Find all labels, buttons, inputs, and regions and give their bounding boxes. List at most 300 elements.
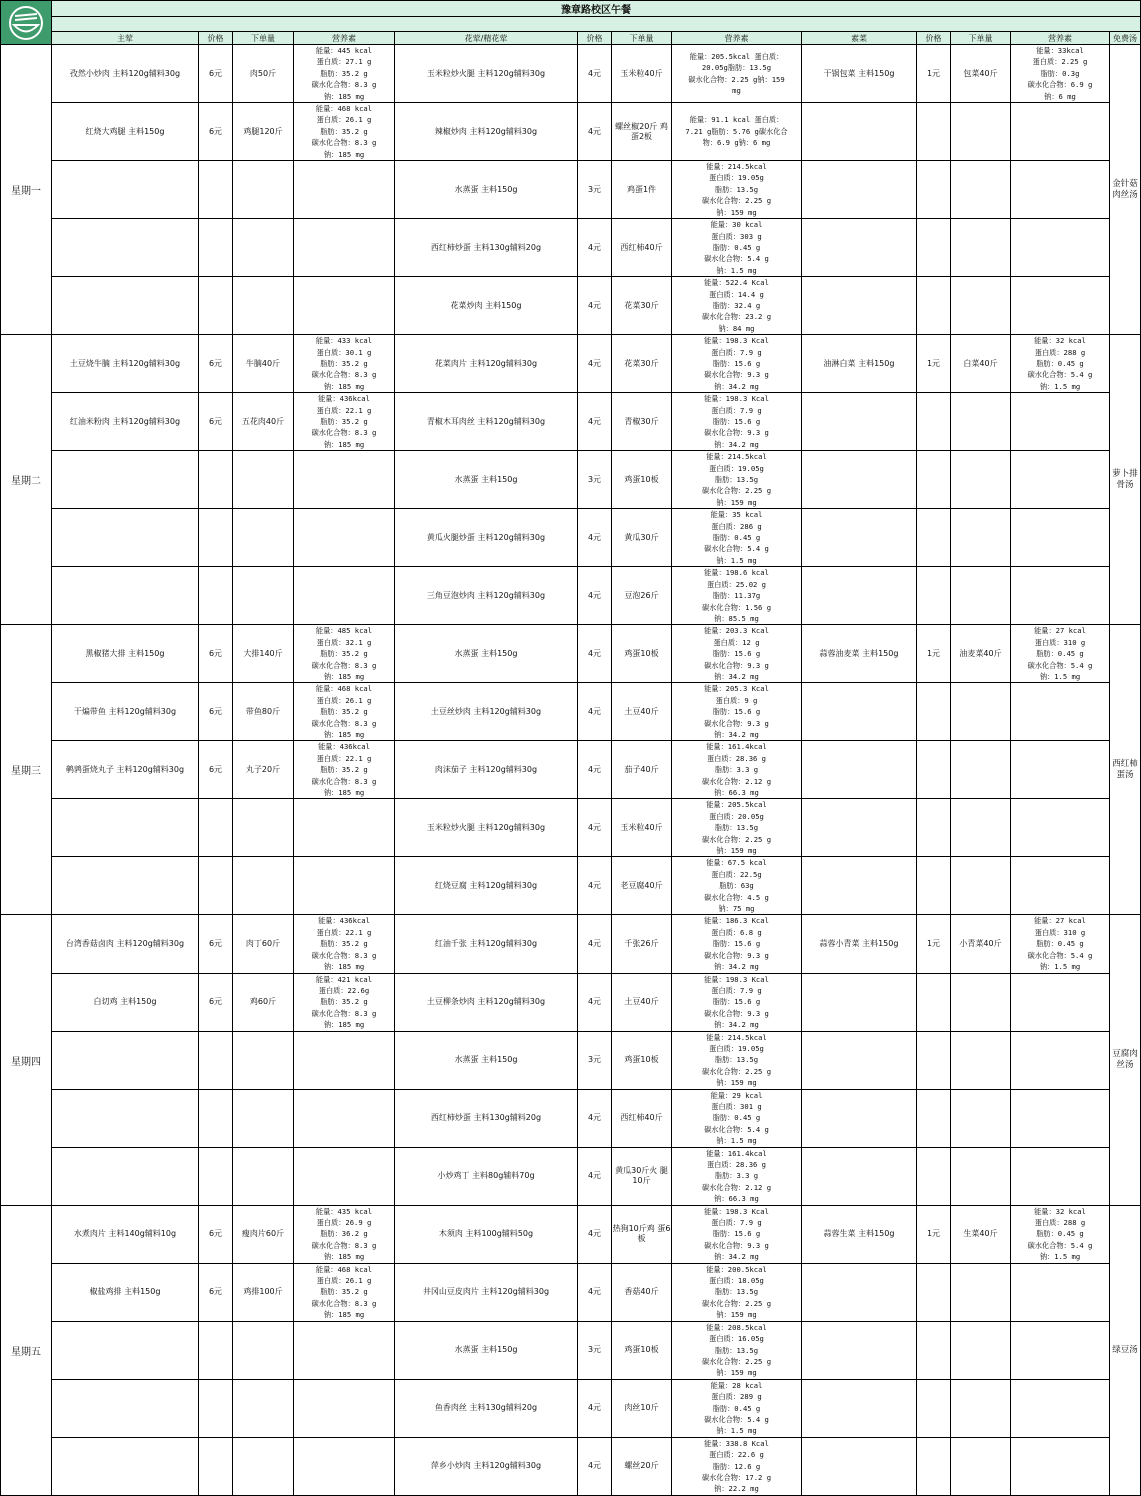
dish-name (52, 219, 199, 277)
order-quantity: 土豆40斤 (612, 683, 672, 741)
price: 4元 (578, 509, 612, 567)
price (199, 1031, 233, 1089)
nutrition-info: 能量：29 kcal 蛋白质：301 g 脂肪：0.45 g 碳水化合物：5.4 g 钠：1.5 mg (672, 1089, 802, 1147)
order-quantity (951, 1263, 1011, 1321)
nutrition-info: 能量：445 kcal 蛋白质：27.1 g 脂肪：35.2 g 碳水化合物：8.3 g 钠：185 mg (294, 45, 395, 103)
dish-name (52, 799, 199, 857)
dish-name: 玉米粒炒火腿 主料120g辅料30g (395, 799, 578, 857)
dish-name: 水蒸蛋 主料150g (395, 625, 578, 683)
nutrition-info: 能量：214.5kcal 蛋白质：19.05g 脂肪：13.5g 碳水化合物：2.25 g 钠：159 mg (672, 451, 802, 509)
dish-name (802, 1263, 917, 1321)
nutrition-info (1011, 683, 1110, 741)
nutrition-info: 能量：208.5kcal 蛋白质：16.05g 脂肪：13.5g 碳水化合物：2.25 g 钠：159 mg (672, 1321, 802, 1379)
free-soup: 金针菇肉丝汤 (1110, 45, 1141, 335)
price: 4元 (578, 1437, 612, 1495)
order-quantity: 大排140斤 (233, 625, 294, 683)
nutrition-info (1011, 1379, 1110, 1437)
price (199, 799, 233, 857)
order-quantity: 白菜40斤 (951, 335, 1011, 393)
dish-name (802, 451, 917, 509)
order-quantity: 鸡60斤 (233, 973, 294, 1031)
dish-name: 小炒鸡丁 主料80g辅料70g (395, 1147, 578, 1205)
price: 1元 (917, 1205, 951, 1263)
order-quantity: 黄瓜30斤 (612, 509, 672, 567)
dish-name (802, 219, 917, 277)
nutrition-info (294, 161, 395, 219)
nutrition-info (1011, 1031, 1110, 1089)
price (199, 1437, 233, 1495)
order-quantity: 生菜40斤 (951, 1205, 1011, 1263)
column-header: 下单量 (233, 32, 294, 45)
free-soup: 西红柿蛋汤 (1110, 625, 1141, 915)
price: 4元 (578, 741, 612, 799)
nutrition-info: 能量：468 kcal 蛋白质：26.1 g 脂肪：35.2 g 碳水化合物：8.3 g 钠：185 mg (294, 103, 395, 161)
price: 3元 (578, 1321, 612, 1379)
price: 4元 (578, 219, 612, 277)
order-quantity (951, 567, 1011, 625)
day-label: 星期五 (1, 1205, 52, 1495)
order-quantity: 油麦菜40斤 (951, 625, 1011, 683)
dish-name (52, 509, 199, 567)
price (199, 277, 233, 335)
day-label: 星期二 (1, 335, 52, 625)
order-quantity (233, 219, 294, 277)
order-quantity (951, 1089, 1011, 1147)
dish-name: 鹌鹑蛋烧丸子 主料120g辅料30g (52, 741, 199, 799)
column-header: 花荤/精花荤 (395, 32, 578, 45)
order-quantity: 肉丝10斤 (612, 1379, 672, 1437)
price (199, 1089, 233, 1147)
price (917, 1321, 951, 1379)
nutrition-info: 能量：214.5kcal 蛋白质：19.05g 脂肪：13.5g 碳水化合物：2.25 g 钠：159 mg (672, 161, 802, 219)
order-quantity: 丸子20斤 (233, 741, 294, 799)
dish-name: 肉沫茄子 主料120g辅料30g (395, 741, 578, 799)
dish-name: 蒜蓉小青菜 主料150g (802, 915, 917, 973)
nutrition-info (1011, 799, 1110, 857)
price (917, 1147, 951, 1205)
price (917, 567, 951, 625)
nutrition-info (294, 1437, 395, 1495)
nutrition-info: 能量：468 kcal 蛋白质：26.1 g 脂肪：35.2 g 碳水化合物：8.3 g 钠：185 mg (294, 1263, 395, 1321)
dish-name: 鱼香肉丝 主料130g辅料20g (395, 1379, 578, 1437)
order-quantity: 黄瓜30斤火 腿10斤 (612, 1147, 672, 1205)
dish-name (52, 451, 199, 509)
nutrition-info: 能量：33kcal 蛋白质：2.25 g 脂肪：0.3g 碳水化合物：6.9 g 钠：6 mg (1011, 45, 1110, 103)
nutrition-info: 能量：436kcal 蛋白质：22.1 g 脂肪：35.2 g 碳水化合物：8.3 g 钠：185 mg (294, 915, 395, 973)
table-row (1, 1205, 1141, 1263)
nutrition-info (1011, 1437, 1110, 1495)
order-quantity: 小青菜40斤 (951, 915, 1011, 973)
order-quantity (233, 799, 294, 857)
column-header: 营养素 (294, 32, 395, 45)
dish-name (52, 1147, 199, 1205)
order-quantity: 土豆40斤 (612, 973, 672, 1031)
order-quantity: 鸡蛋10板 (612, 451, 672, 509)
dish-name (52, 1089, 199, 1147)
order-quantity (233, 1031, 294, 1089)
price (917, 219, 951, 277)
order-quantity (233, 1089, 294, 1147)
table-row (1, 567, 1141, 625)
nutrition-info: 能量：468 kcal 蛋白质：26.1 g 脂肪：35.2 g 碳水化合物：8.3 g 钠：185 mg (294, 683, 395, 741)
nutrition-info (294, 799, 395, 857)
order-quantity (233, 857, 294, 915)
nutrition-info: 能量：436kcal 蛋白质：22.1 g 脂肪：35.2 g 碳水化合物：8.3 g 钠：185 mg (294, 393, 395, 451)
nutrition-info (294, 509, 395, 567)
dish-name: 红油米粉肉 主料120g辅料30g (52, 393, 199, 451)
order-quantity: 牛腩40斤 (233, 335, 294, 393)
table-row (1, 45, 1141, 103)
order-quantity: 瘦肉片60斤 (233, 1205, 294, 1263)
table-row (1, 335, 1141, 393)
table-row (1, 1321, 1141, 1379)
order-quantity (951, 161, 1011, 219)
price (199, 1321, 233, 1379)
table-row (1, 1379, 1141, 1437)
dish-name (52, 857, 199, 915)
price: 6元 (199, 335, 233, 393)
price: 6元 (199, 741, 233, 799)
nutrition-info: 能量：161.4kcal 蛋白质：28.36 g 脂肪：3.3 g 碳水化合物：2.12 g 钠：66.3 mg (672, 1147, 802, 1205)
price: 3元 (578, 1031, 612, 1089)
order-quantity: 包菜40斤 (951, 45, 1011, 103)
order-quantity (233, 277, 294, 335)
price (199, 161, 233, 219)
price (917, 799, 951, 857)
nutrition-info: 能量：205.5kcal 蛋白质： 20.05g脂肪：13.5g 碳水化合物：2.25 g钠：159 mg (672, 45, 802, 103)
nutrition-info: 能量：421 kcal 蛋白质：22.6g 脂肪：35.2 g 碳水化合物：8.3 g 钠：185 mg (294, 973, 395, 1031)
order-quantity (951, 1031, 1011, 1089)
price (917, 741, 951, 799)
order-quantity (951, 1321, 1011, 1379)
order-quantity (233, 1321, 294, 1379)
nutrition-info: 能量：338.8 Kcal 蛋白质：22.6 g 脂肪：12.6 g 碳水化合物：17.2 g 钠：22.2 mg (672, 1437, 802, 1495)
table-row (1, 277, 1141, 335)
price (199, 219, 233, 277)
order-quantity (951, 741, 1011, 799)
column-header: 下单量 (612, 32, 672, 45)
free-soup: 豆腐肉丝汤 (1110, 915, 1141, 1205)
dish-name: 萍乡小炒肉 主料120g辅料30g (395, 1437, 578, 1495)
price: 6元 (199, 1205, 233, 1263)
order-quantity (951, 103, 1011, 161)
order-quantity (233, 509, 294, 567)
nutrition-info (1011, 1147, 1110, 1205)
column-header: 下单量 (951, 32, 1011, 45)
nutrition-info (1011, 741, 1110, 799)
price: 4元 (578, 567, 612, 625)
dish-name: 三角豆泡炒肉 主料120g辅料30g (395, 567, 578, 625)
dish-name (802, 509, 917, 567)
dish-name (802, 799, 917, 857)
dish-name (802, 277, 917, 335)
column-header: 价格 (199, 32, 233, 45)
price: 6元 (199, 973, 233, 1031)
dish-name: 青椒木耳肉丝 主料120g辅料30g (395, 393, 578, 451)
price (917, 1263, 951, 1321)
nutrition-info: 能量：205.3 Kcal 蛋白质：9 g 脂肪：15.6 g 碳水化合物：9.3 g 钠：34.2 mg (672, 683, 802, 741)
order-quantity: 老豆腐40斤 (612, 857, 672, 915)
price: 1元 (917, 915, 951, 973)
nutrition-info (1011, 393, 1110, 451)
dish-name: 水煮肉片 主料140g辅料10g (52, 1205, 199, 1263)
price: 4元 (578, 45, 612, 103)
price (917, 103, 951, 161)
order-quantity (951, 799, 1011, 857)
nutrition-info: 能量：198.3 Kcal 蛋白质：7.9 g 脂肪：15.6 g 碳水化合物：9.3 g 钠：34.2 mg (672, 335, 802, 393)
nutrition-info: 能量：91.1 kcal 蛋白质： 7.21 g脂肪：5.76 g碳水化合 物：6.9 g钠：6 mg (672, 103, 802, 161)
order-quantity: 螺丝椒20斤 鸡蛋2板 (612, 103, 672, 161)
dish-name (802, 741, 917, 799)
table-row (1, 451, 1141, 509)
price: 4元 (578, 857, 612, 915)
table-row (1, 103, 1141, 161)
order-quantity (233, 567, 294, 625)
nutrition-info (1011, 451, 1110, 509)
dish-name (802, 393, 917, 451)
order-quantity (951, 1379, 1011, 1437)
table-row (1, 799, 1141, 857)
nutrition-info: 能量：435 kcal 蛋白质：26.9 g 脂肪：36.2 g 碳水化合物：8.3 g 钠：185 mg (294, 1205, 395, 1263)
dish-name (802, 683, 917, 741)
dish-name: 木须肉 主料100g辅料50g (395, 1205, 578, 1263)
order-quantity: 玉米粒40斤 (612, 799, 672, 857)
dish-name (802, 1379, 917, 1437)
order-quantity: 西红柿40斤 (612, 1089, 672, 1147)
dish-name (802, 103, 917, 161)
dish-name (802, 1321, 917, 1379)
table-row (1, 625, 1141, 683)
price (917, 683, 951, 741)
order-quantity (951, 277, 1011, 335)
nutrition-info: 能量：205.5kcal 蛋白质：20.05g 脂肪：13.5g 碳水化合物：2.25 g 钠：159 mg (672, 799, 802, 857)
dish-name: 干锅包菜 主料150g (802, 45, 917, 103)
order-quantity: 青椒30斤 (612, 393, 672, 451)
price (917, 1089, 951, 1147)
nutrition-info: 能量：433 kcal 蛋白质：30.1 g 脂肪：35.2 g 碳水化合物：8.3 g 钠：185 mg (294, 335, 395, 393)
order-quantity: 鸡蛋10板 (612, 1031, 672, 1089)
order-quantity (233, 1147, 294, 1205)
price (199, 451, 233, 509)
dish-name: 西红柿炒蛋 主料130g辅料20g (395, 219, 578, 277)
order-quantity: 肉丁60斤 (233, 915, 294, 973)
nutrition-info: 能量：32 kcal 蛋白质：288 g 脂肪：0.45 g 碳水化合物：5.4 g 钠：1.5 mg (1011, 335, 1110, 393)
nutrition-info (294, 219, 395, 277)
dish-name: 井冈山豆皮肉片 主料120g辅料30g (395, 1263, 578, 1321)
dish-name (52, 1379, 199, 1437)
order-quantity: 花菜30斤 (612, 277, 672, 335)
price: 6元 (199, 683, 233, 741)
dish-name: 红烧大鸡腿 主料150g (52, 103, 199, 161)
price (917, 277, 951, 335)
nutrition-info (294, 1031, 395, 1089)
order-quantity: 五花肉40斤 (233, 393, 294, 451)
dish-name: 土豆丝炒肉 主料120g辅料30g (395, 683, 578, 741)
nutrition-info: 能量：186.3 Kcal 蛋白质：6.8 g 脂肪：15.6 g 碳水化合物：9.3 g 钠：34.2 mg (672, 915, 802, 973)
dish-name (52, 567, 199, 625)
table-row (1, 1147, 1141, 1205)
price: 4元 (578, 973, 612, 1031)
nutrition-info (1011, 973, 1110, 1031)
table-row (1, 1437, 1141, 1495)
price: 4元 (578, 335, 612, 393)
nutrition-info (1011, 567, 1110, 625)
order-quantity: 茄子40斤 (612, 741, 672, 799)
table-row (1, 973, 1141, 1031)
column-header: 素菜 (802, 32, 917, 45)
nutrition-info (1011, 219, 1110, 277)
nutrition-info: 能量：198.3 Kcal 蛋白质：7.9 g 脂肪：15.6 g 碳水化合物：9.3 g 钠：34.2 mg (672, 973, 802, 1031)
dish-name (802, 1437, 917, 1495)
table-row (1, 741, 1141, 799)
nutrition-info: 能量：32 kcal 蛋白质：288 g 脂肪：0.45 g 碳水化合物：5.4 g 钠：1.5 mg (1011, 1205, 1110, 1263)
column-header-row (1, 32, 1141, 45)
price: 4元 (578, 683, 612, 741)
nutrition-info: 能量：35 kcal 蛋白质：286 g 脂肪：0.45 g 碳水化合物：5.4 g 钠：1.5 mg (672, 509, 802, 567)
table-row (1, 1031, 1141, 1089)
price: 6元 (199, 1263, 233, 1321)
nutrition-info (1011, 277, 1110, 335)
nutrition-info: 能量：200.5kcal 蛋白质：18.05g 脂肪：13.5g 碳水化合物：2.25 g 钠：159 mg (672, 1263, 802, 1321)
nutrition-info (294, 1379, 395, 1437)
price: 4元 (578, 1089, 612, 1147)
order-quantity: 玉米粒40斤 (612, 45, 672, 103)
dish-name: 蒜蓉生菜 主料150g (802, 1205, 917, 1263)
order-quantity: 肉50斤 (233, 45, 294, 103)
dish-name: 红烧豆腐 主料120g辅料30g (395, 857, 578, 915)
price: 1元 (917, 335, 951, 393)
table-row (1, 857, 1141, 915)
dish-name: 水蒸蛋 主料150g (395, 1321, 578, 1379)
order-quantity (951, 509, 1011, 567)
price (199, 1147, 233, 1205)
table-row (1, 161, 1141, 219)
price: 4元 (578, 625, 612, 683)
table-row (1, 219, 1141, 277)
price: 6元 (199, 45, 233, 103)
order-quantity (233, 1379, 294, 1437)
price: 4元 (578, 915, 612, 973)
order-quantity (951, 1437, 1011, 1495)
nutrition-info (294, 567, 395, 625)
dish-name: 台湾香菇卤肉 主料120g辅料30g (52, 915, 199, 973)
nutrition-info (1011, 1263, 1110, 1321)
nutrition-info: 能量：30 kcal 蛋白质：303 g 脂肪：0.45 g 碳水化合物：5.4 g 钠：1.5 mg (672, 219, 802, 277)
dish-name (52, 161, 199, 219)
order-quantity (951, 219, 1011, 277)
dish-name: 白切鸡 主料150g (52, 973, 199, 1031)
nutrition-info (294, 451, 395, 509)
table-row (1, 1263, 1141, 1321)
order-quantity: 香菇40斤 (612, 1263, 672, 1321)
dish-name (802, 1089, 917, 1147)
order-quantity (951, 393, 1011, 451)
order-quantity: 鸡蛋10板 (612, 1321, 672, 1379)
nutrition-info: 能量：198.3 Kcal 蛋白质：7.9 g 脂肪：15.6 g 碳水化合物：9.3 g 钠：34.2 mg (672, 1205, 802, 1263)
dish-name (52, 1321, 199, 1379)
dish-name: 西红柿炒蛋 主料130g辅料20g (395, 1089, 578, 1147)
nutrition-info (1011, 509, 1110, 567)
price (917, 857, 951, 915)
order-quantity: 鸡腿120斤 (233, 103, 294, 161)
price: 4元 (578, 1205, 612, 1263)
price: 4元 (578, 393, 612, 451)
price: 6元 (199, 393, 233, 451)
dish-name (802, 973, 917, 1031)
dish-name: 土豆烧牛腩 主料120g辅料30g (52, 335, 199, 393)
nutrition-info: 能量：436kcal 蛋白质：22.1 g 脂肪：35.2 g 碳水化合物：8.3 g 钠：185 mg (294, 741, 395, 799)
order-quantity (951, 973, 1011, 1031)
dish-name (802, 1031, 917, 1089)
nutrition-info (294, 1321, 395, 1379)
dish-name: 土豆柳条炒肉 主料120g辅料30g (395, 973, 578, 1031)
dish-name (802, 1147, 917, 1205)
order-quantity: 螺丝20斤 (612, 1437, 672, 1495)
nutrition-info (294, 857, 395, 915)
order-quantity: 花菜30斤 (612, 335, 672, 393)
order-quantity (951, 1147, 1011, 1205)
price (917, 1031, 951, 1089)
order-quantity: 豆泡26斤 (612, 567, 672, 625)
dish-name: 玉米粒炒火腿 主料120g辅料30g (395, 45, 578, 103)
dish-name: 椒盐鸡排 主料150g (52, 1263, 199, 1321)
nutrition-info: 能量：214.5kcal 蛋白质：19.05g 脂肪：13.5g 碳水化合物：2.25 g 钠：159 mg (672, 1031, 802, 1089)
price (917, 161, 951, 219)
table-row (1, 393, 1141, 451)
order-quantity (233, 451, 294, 509)
price: 4元 (578, 277, 612, 335)
dish-name: 黄瓜火腿炒蛋 主料120g辅料30g (395, 509, 578, 567)
column-header: 价格 (917, 32, 951, 45)
price: 4元 (578, 1263, 612, 1321)
price (199, 567, 233, 625)
table-row (1, 1089, 1141, 1147)
price: 4元 (578, 1379, 612, 1437)
day-label: 星期三 (1, 625, 52, 915)
nutrition-info: 能量：67.5 kcal 蛋白质：22.5g 脂肪：63g 碳水化合物：4.5 g 钠：75 mg (672, 857, 802, 915)
price: 3元 (578, 161, 612, 219)
column-header: 营养素 (672, 32, 802, 45)
nutrition-info (1011, 103, 1110, 161)
price (917, 1379, 951, 1437)
dish-name (802, 161, 917, 219)
price: 6元 (199, 625, 233, 683)
nutrition-info (1011, 857, 1110, 915)
nutrition-info (1011, 1321, 1110, 1379)
free-soup: 绿豆汤 (1110, 1205, 1141, 1495)
price (917, 451, 951, 509)
price (199, 1379, 233, 1437)
nutrition-info (294, 1147, 395, 1205)
dish-name: 红油千张 主料120g辅料30g (395, 915, 578, 973)
nutrition-info: 能量：28 kcal 蛋白质：289 g 脂肪：0.45 g 碳水化合物：5.4 g 钠：1.5 mg (672, 1379, 802, 1437)
price (917, 1437, 951, 1495)
dish-name: 黑椒猪大排 主料150g (52, 625, 199, 683)
price: 6元 (199, 103, 233, 161)
price: 4元 (578, 103, 612, 161)
price: 3元 (578, 451, 612, 509)
nutrition-info: 能量：161.4kcal 蛋白质：28.36 g 脂肪：3.3 g 碳水化合物：2.12 g 钠：66.3 mg (672, 741, 802, 799)
price: 1元 (917, 625, 951, 683)
order-quantity (233, 161, 294, 219)
price: 6元 (199, 915, 233, 973)
nutrition-info (294, 1089, 395, 1147)
table-row (1, 509, 1141, 567)
column-header: 营养素 (1011, 32, 1110, 45)
price (199, 857, 233, 915)
order-quantity (951, 451, 1011, 509)
nutrition-info: 能量：27 kcal 蛋白质：310 g 脂肪：0.45 g 碳水化合物：5.4 g 钠：1.5 mg (1011, 915, 1110, 973)
